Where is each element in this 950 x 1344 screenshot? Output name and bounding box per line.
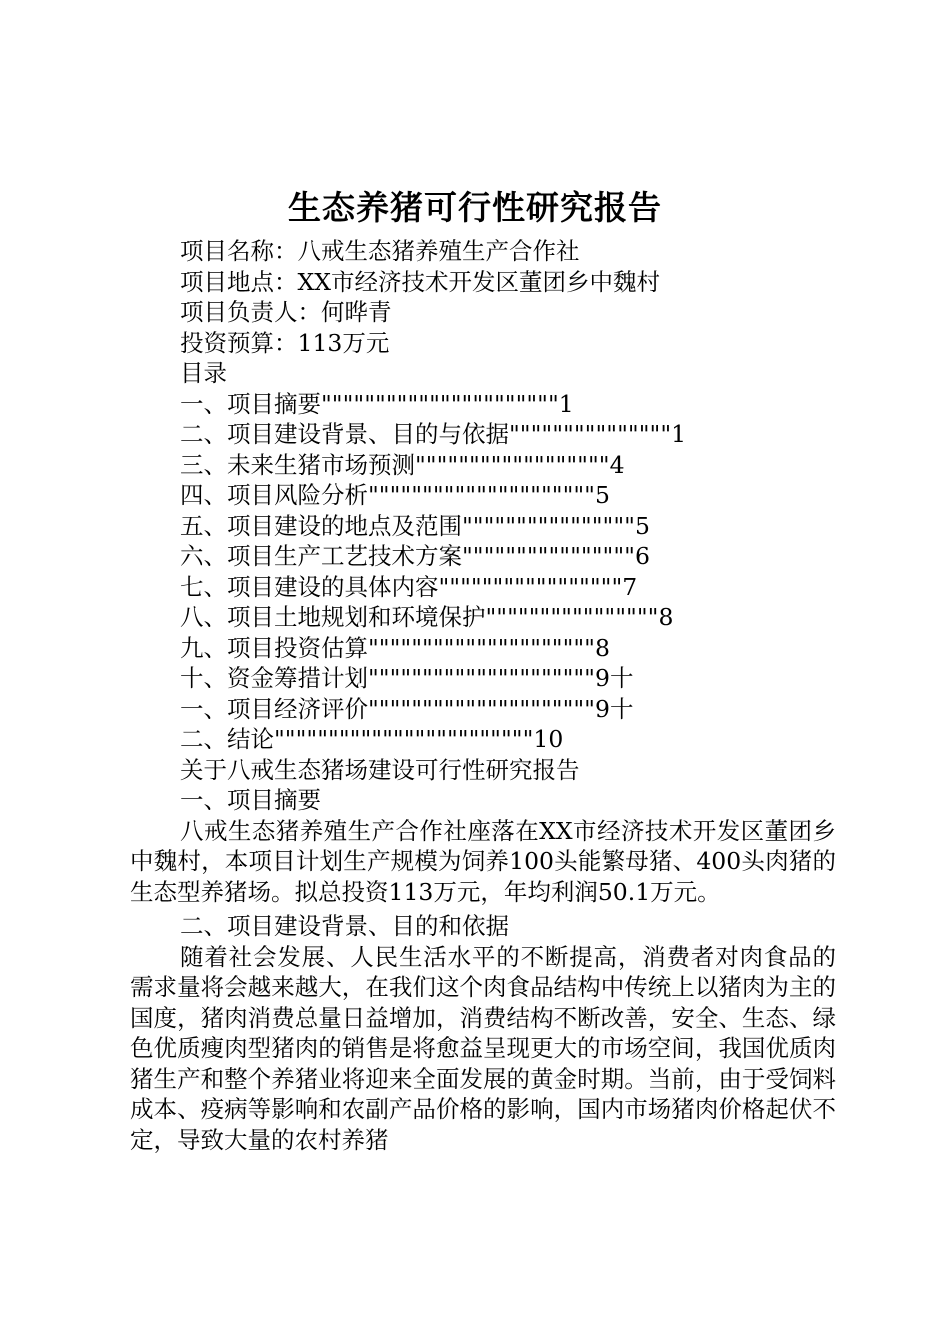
section-heading-background: 二、项目建设背景、目的和依据 — [180, 912, 509, 940]
toc-item: 三、未来生猪市场预测""""""""""""""""""4 — [180, 450, 625, 479]
toc-item: 五、项目建设的地点及范围""""""""""""""""5 — [180, 511, 650, 540]
toc-item: 八、项目土地规划和环境保护""""""""""""""""8 — [180, 603, 674, 631]
toc-item: 一、项目摘要""""""""""""""""""""""1 — [180, 389, 574, 418]
project-location: 项目地点：XX市经济技术开发区董团乡中魏村 — [180, 267, 660, 296]
toc-item: 六、项目生产工艺技术方案""""""""""""""""6 — [180, 542, 650, 570]
toc-item: 九、项目投资估算"""""""""""""""""""""8 — [180, 633, 610, 662]
project-leader: 项目负责人：何晔青 — [180, 298, 392, 326]
toc-item: 七、项目建设的具体内容"""""""""""""""""7 — [180, 572, 638, 601]
toc-item: 二、项目建设背景、目的与依据"""""""""""""""1 — [180, 420, 687, 448]
project-budget: 投资预算：113万元 — [180, 328, 390, 357]
report-subtitle: 关于八戒生态猪场建设可行性研究报告 — [180, 755, 580, 784]
section-text-summary: 八戒生态猪养殖生产合作社座落在XX市经济技术开发区董团乡中魏村，本项目计划生产规模为饲养100头能繁母猪、400头肉猪的生态型养猪场。拟总投资113万元，年均利润50.1万元。 — [130, 816, 836, 906]
document-body — [130, 236, 836, 1155]
toc-item: 二、结论""""""""""""""""""""""""10 — [180, 725, 564, 753]
toc-heading: 目录 — [180, 359, 227, 387]
toc-item: 一、项目经济评价"""""""""""""""""""""9十 — [180, 694, 634, 723]
project-name: 项目名称：八戒生态猪养殖生产合作社 — [180, 237, 580, 265]
table-of-contents — [130, 389, 836, 755]
section-heading-summary: 一、项目摘要 — [180, 786, 321, 814]
toc-item: 十、资金筹措计划"""""""""""""""""""""9十 — [180, 664, 634, 692]
section-text-background: 随着社会发展、人民生活水平的不断提高，消费者对肉食品的需求量将会越来越大，在我们这个肉食品结构中传统上以猪肉为主的国度，猪肉消费总量日益增加，消费结构不断改善，安全、生态、绿色优质瘦肉型猪肉的销售是将愈益呈现更大的市场空间，我国优质肉猪生产和整个养猪业将迎来全面发展的黄金时期。当前，由于受饲料成本、疫病等影响和农副产品价格的影响，国内市场猪肉价格起伏不定，导致大量的农村养猪 — [130, 942, 836, 1154]
toc-item: 四、项目风险分析"""""""""""""""""""""5 — [180, 481, 610, 509]
document-title: 生态养猪可行性研究报告 — [288, 188, 662, 227]
